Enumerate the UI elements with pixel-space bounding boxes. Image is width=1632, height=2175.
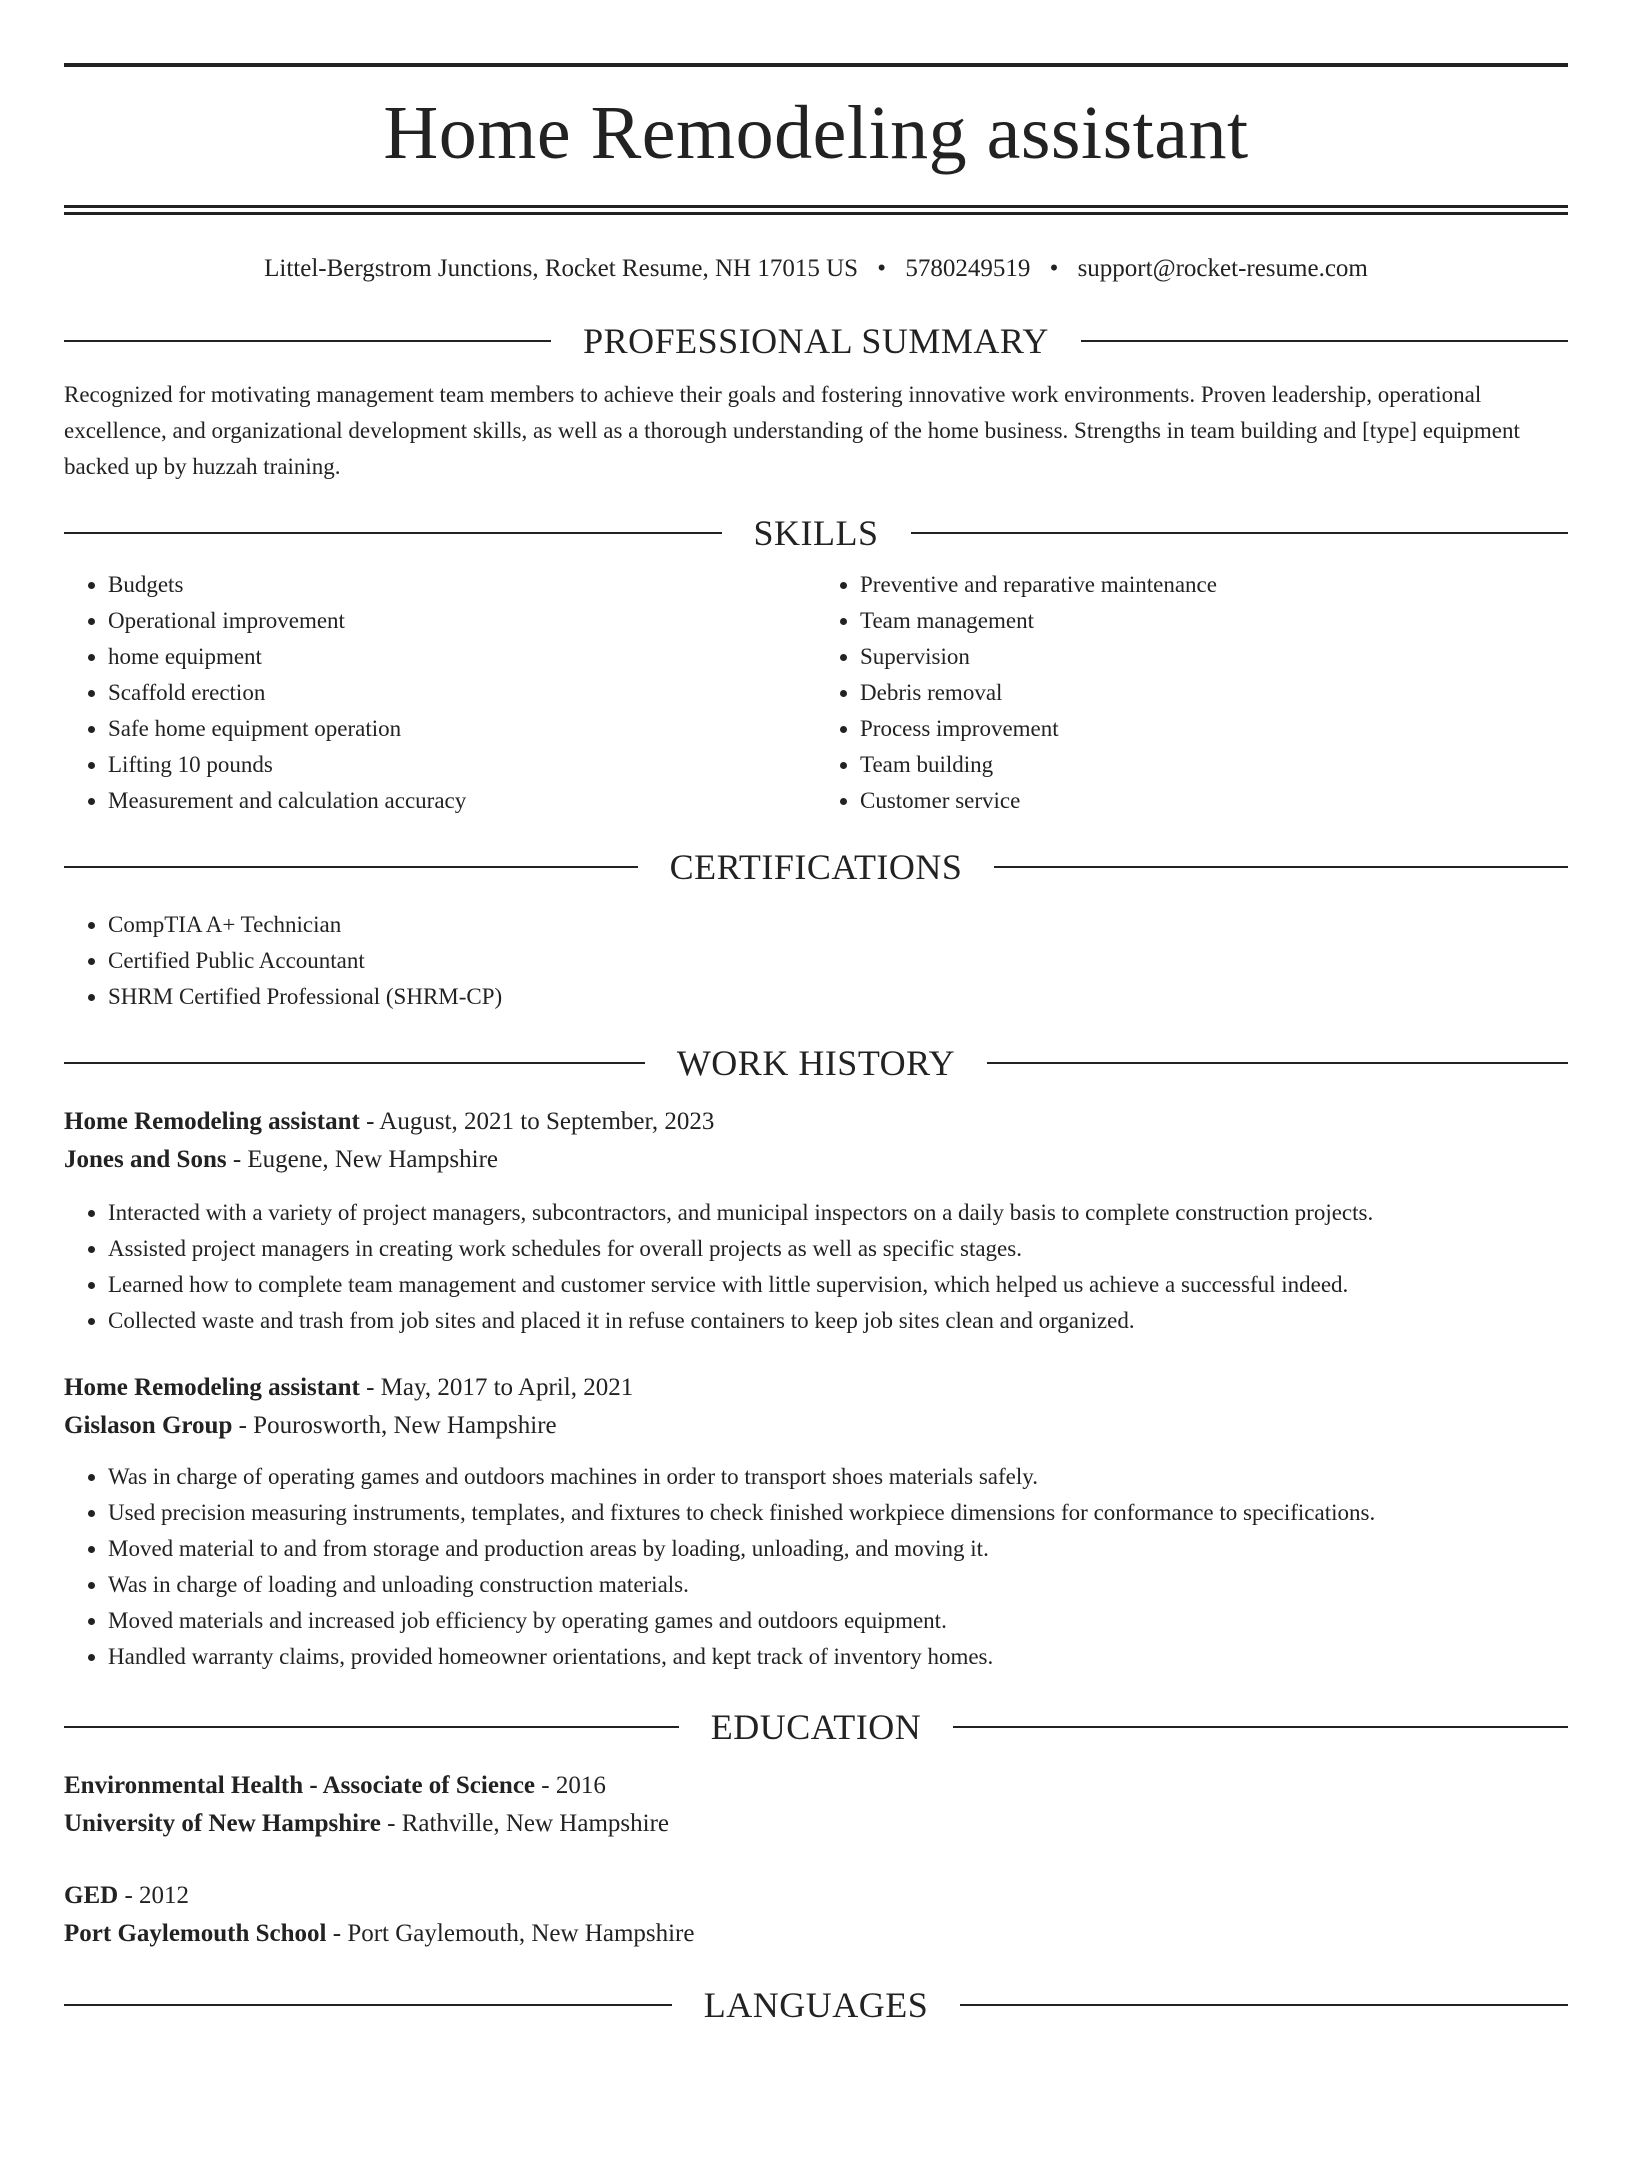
job-location: - Eugene, New Hampshire [226,1146,499,1173]
skills-list [64,567,1568,819]
heading-rule [64,866,638,868]
education-school-line [64,1805,1568,1843]
skill-item: • Operational improvement [108,603,816,639]
job-location: - Pourosworth, New Hampshire [232,1412,557,1439]
contact-separator: • [877,255,887,282]
contact-phone: 5780249519 [905,255,1031,282]
education-school-line [64,1915,1568,1953]
certification-item: • CompTIA A+ Technician [108,907,1568,943]
education-location: - Rathville, New Hampshire [380,1810,669,1837]
skill-item: • Team building [860,747,1568,783]
certification-item: • Certified Public Accountant [108,943,1568,979]
job-bullets [64,1195,1568,1339]
top-rule [64,63,1568,67]
job-company: Gislason Group [64,1412,233,1439]
job-bullet: • Used precision measuring instruments, templates, and fixtures to check finished workpiece dimensions for conformance to specifications. [108,1495,1568,1531]
heading-rule [911,532,1569,534]
title-double-rule [64,205,1568,215]
skill-item: • Process improvement [860,711,1568,747]
contact-address: Littel-Bergstrom Junctions, Rocket Resume, NH 17015 US [264,255,859,282]
education-school: Port Gaylemouth School [64,1920,327,1947]
job-bullet: • Moved materials and increased job efficiency by operating games and outdoors equipment. [108,1603,1568,1639]
job-company-line [64,1407,1568,1445]
job-bullet: • Interacted with a variety of project managers, subcontractors, and municipal inspectors on a daily basis to complete construction projects. [108,1195,1568,1231]
education-degree-line [64,1767,1568,1805]
job-dates: - August, 2021 to September, 2023 [359,1108,715,1135]
contact-email: support@rocket-resume.com [1077,255,1368,282]
skill-item: • Team management [860,603,1568,639]
job-bullet: • Handled warranty claims, provided homeowner orientations, and kept track of inventory homes. [108,1639,1568,1675]
education-year: - 2016 [535,1772,606,1799]
job-bullet: • Collected waste and trash from job sites and placed it in refuse containers to keep job sites clean and organized. [108,1303,1568,1339]
job-bullet: • Was in charge of loading and unloading construction materials. [108,1567,1568,1603]
heading-rule [960,2004,1568,2006]
resume-title: Home Remodeling assistant [383,91,1249,175]
job-title: Home Remodeling assistant [64,1108,360,1135]
heading-rule [994,866,1568,868]
section-heading-work [64,1045,1568,1081]
education-location: - Port Gaylemouth, New Hampshire [326,1920,695,1947]
skills-column-right [816,567,1568,819]
heading-rule [64,2004,672,2006]
skill-item: • Scaffold erection [108,675,816,711]
job-company: Jones and Sons [64,1146,227,1173]
section-title-work: WORK HISTORY [676,1043,956,1083]
skill-item: • Supervision [860,639,1568,675]
education-degree: Environmental Health - Associate of Science [64,1772,536,1799]
education-entry [64,1767,1568,1843]
skill-item: • Debris removal [860,675,1568,711]
job-dates: - May, 2017 to April, 2021 [359,1374,634,1401]
job-entry [64,1103,1568,1339]
skill-item: • Measurement and calculation accuracy [108,783,816,819]
job-title-line [64,1103,1568,1141]
education-entry [64,1877,1568,1953]
skill-item: • Preventive and reparative maintenance [860,567,1568,603]
section-title-skills: SKILLS [753,513,879,553]
skill-item: • Safe home equipment operation [108,711,816,747]
job-bullet: • Assisted project managers in creating work schedules for overall projects as well as specific stages. [108,1231,1568,1267]
summary-text: Recognized for motivating management team members to achieve their goals and fostering innovative work environments. Proven leadership, operational excellence, and organizational development skills, as well as a thorough understanding of the home business. Strengths in team building and [type] equipment backed up by huzzah training. [64,382,1520,479]
heading-rule [64,1062,645,1064]
job-bullet: • Was in charge of operating games and outdoors machines in order to transport shoes materials safely. [108,1459,1568,1495]
skills-column-left [64,567,816,819]
section-heading-skills [64,515,1568,551]
education-degree: GED [64,1882,119,1909]
section-heading-education [64,1709,1568,1745]
education-school: University of New Hampshire [64,1810,381,1837]
certifications-list [64,907,1568,1015]
section-heading-certifications [64,849,1568,885]
education-year: - 2012 [118,1882,190,1909]
skill-item: • Budgets [108,567,816,603]
section-title-languages: LANGUAGES [703,1985,929,2025]
heading-rule [1081,340,1568,342]
job-bullet: • Moved material to and from storage and production areas by loading, unloading, and moving it. [108,1531,1568,1567]
contact-separator: • [1049,255,1059,282]
job-title: Home Remodeling assistant [64,1374,360,1401]
heading-rule [64,532,722,534]
job-entry [64,1369,1568,1675]
education-degree-line [64,1877,1568,1915]
skill-item: • Customer service [860,783,1568,819]
skill-item: • Lifting 10 pounds [108,747,816,783]
job-title-line [64,1369,1568,1407]
section-title-certifications: CERTIFICATIONS [669,847,963,887]
section-title-summary: PROFESSIONAL SUMMARY [583,321,1049,361]
heading-rule [64,1726,679,1728]
resume-page [0,63,1632,2175]
section-heading-summary [64,323,1568,359]
heading-rule [64,340,551,342]
contact-line [64,249,1568,289]
job-bullets [64,1459,1568,1675]
certification-item: • SHRM Certified Professional (SHRM-CP) [108,979,1568,1015]
job-bullet: • Learned how to complete team management and customer service with little supervision, which helped us achieve a successful indeed. [108,1267,1568,1303]
skill-item: • home equipment [108,639,816,675]
heading-rule [953,1726,1568,1728]
section-heading-languages [64,1987,1568,2023]
heading-rule [987,1062,1568,1064]
section-title-education: EDUCATION [710,1707,922,1747]
job-company-line [64,1141,1568,1179]
